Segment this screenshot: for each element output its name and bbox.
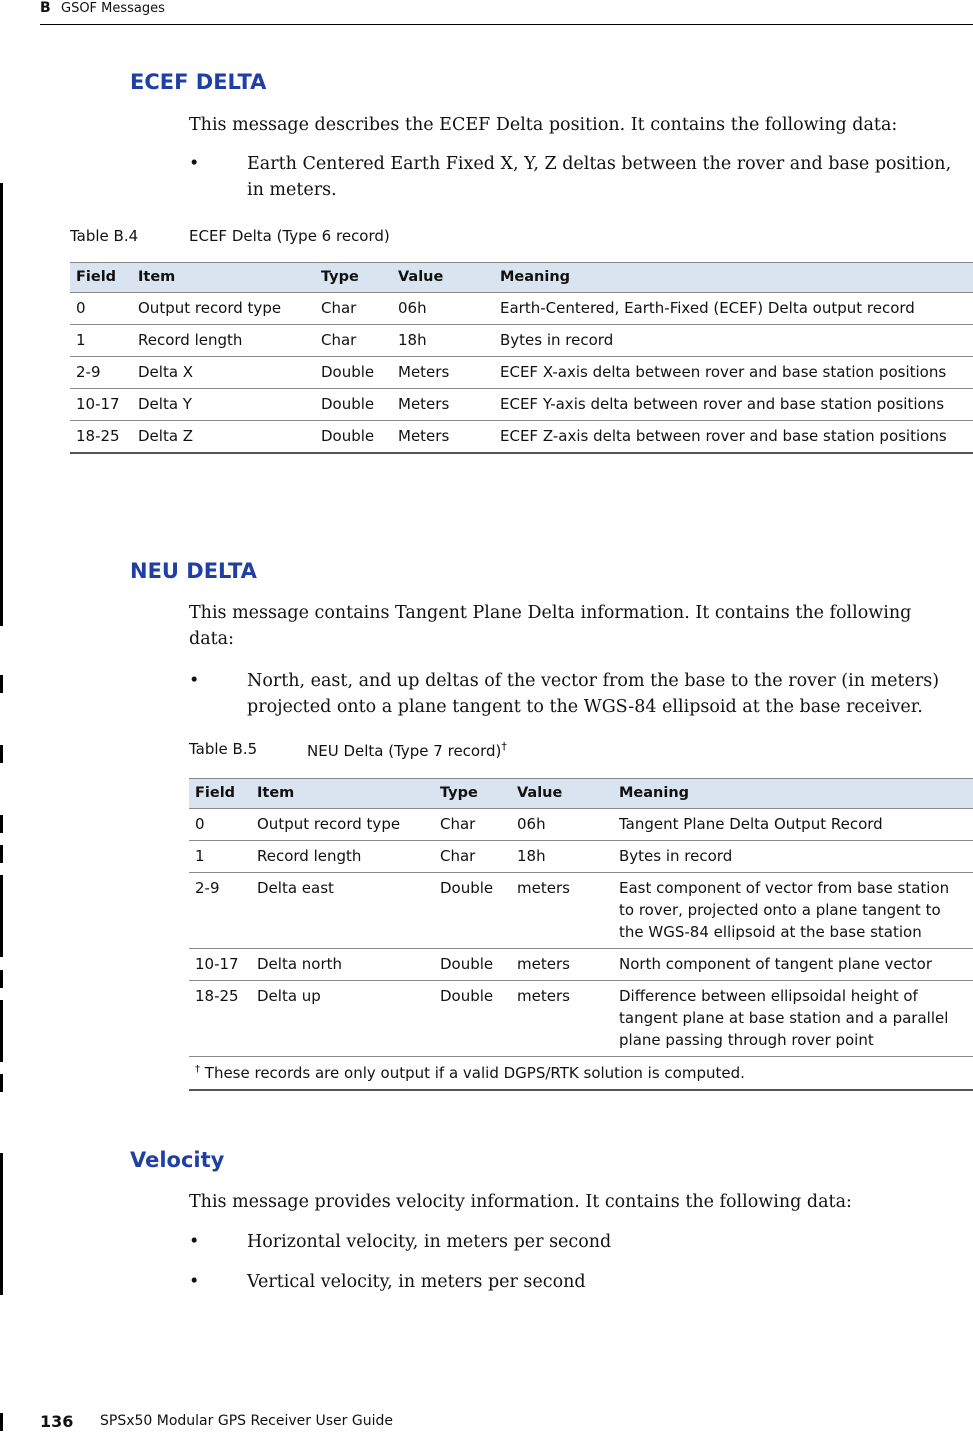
table-cell: ECEF Y-axis delta between rover and base station positions bbox=[494, 389, 973, 421]
table-footnote bbox=[189, 1057, 973, 1091]
list-item bbox=[189, 668, 969, 720]
change-bar bbox=[0, 1074, 3, 1092]
chapter-title: GSOF Messages bbox=[61, 1, 165, 16]
column-header: Type bbox=[315, 263, 392, 293]
table-cell: 0 bbox=[70, 293, 132, 325]
change-bar bbox=[0, 815, 3, 833]
section-heading-ecef-delta: ECEF DELTA bbox=[130, 70, 267, 94]
table-cell: Meters bbox=[392, 357, 494, 389]
table-row bbox=[189, 981, 973, 1057]
table-cell: Char bbox=[434, 809, 511, 841]
table-cell: Delta Y bbox=[132, 389, 315, 421]
table-footnote-row bbox=[189, 1057, 973, 1091]
table-cell: 2-9 bbox=[70, 357, 132, 389]
column-header: Value bbox=[511, 779, 613, 809]
table-cell: Record length bbox=[132, 325, 315, 357]
table-cell: Meters bbox=[392, 421, 494, 454]
table-header-row bbox=[189, 779, 973, 809]
footnote-mark: † bbox=[195, 1064, 200, 1075]
table-cell: Double bbox=[315, 357, 392, 389]
page-footer bbox=[40, 1408, 973, 1434]
table-cell: Delta X bbox=[132, 357, 315, 389]
table-cell: Delta east bbox=[251, 873, 434, 949]
table-title: NEU Delta (Type 7 record) bbox=[307, 742, 502, 760]
table-row bbox=[70, 357, 973, 389]
table-row bbox=[70, 325, 973, 357]
footer-title: SPSx50 Modular GPS Receiver User Guide bbox=[100, 1413, 393, 1429]
table-cell: 2-9 bbox=[189, 873, 251, 949]
table-cell: 0 bbox=[189, 809, 251, 841]
table-cell: Double bbox=[315, 389, 392, 421]
table-cell: North component of tangent plane vector bbox=[613, 949, 973, 981]
column-header: Item bbox=[251, 779, 434, 809]
table-caption bbox=[189, 740, 889, 762]
bullet-text: Vertical velocity, in meters per second bbox=[247, 1272, 586, 1292]
section-heading-velocity: Velocity bbox=[130, 1148, 225, 1172]
table-cell: meters bbox=[511, 949, 613, 981]
footnote-mark: † bbox=[501, 740, 507, 753]
change-bar bbox=[0, 845, 3, 863]
table-cell: Output record type bbox=[251, 809, 434, 841]
list-item bbox=[189, 151, 969, 203]
column-header: Type bbox=[434, 779, 511, 809]
bullet-text: Horizontal velocity, in meters per second bbox=[247, 1232, 612, 1252]
neu-intro-text: This message contains Tangent Plane Delta information. It contains the following data: bbox=[189, 603, 912, 649]
table-cell: Tangent Plane Delta Output Record bbox=[613, 809, 973, 841]
table-cell: Output record type bbox=[132, 293, 315, 325]
table-cell: 18h bbox=[511, 841, 613, 873]
change-bar bbox=[0, 875, 3, 957]
table-cell: Char bbox=[434, 841, 511, 873]
column-header: Field bbox=[70, 263, 132, 293]
change-bar bbox=[0, 970, 3, 988]
table-cell: East component of vector from base station to rover, projected onto a plane tangent to the WGS-84 ellipsoid at the base station bbox=[613, 873, 973, 949]
table-row bbox=[70, 389, 973, 421]
table-cell: 06h bbox=[511, 809, 613, 841]
table-cell: Double bbox=[434, 981, 511, 1057]
table-title-wrap bbox=[307, 740, 507, 760]
table-cell: 10-17 bbox=[70, 389, 132, 421]
table-cell: Double bbox=[434, 873, 511, 949]
table-cell: meters bbox=[511, 873, 613, 949]
table-cell: Earth-Centered, Earth-Fixed (ECEF) Delta output record bbox=[494, 293, 973, 325]
bullet-icon: • bbox=[189, 154, 200, 174]
neu-delta-table bbox=[189, 778, 973, 1091]
table-cell: Char bbox=[315, 325, 392, 357]
table-cell: Delta up bbox=[251, 981, 434, 1057]
page-number: 136 bbox=[40, 1412, 74, 1431]
change-bar bbox=[0, 1413, 3, 1431]
change-bar bbox=[0, 1153, 3, 1295]
table-row bbox=[189, 841, 973, 873]
ecef-intro-text: This message describes the ECEF Delta position. It contains the following data: bbox=[189, 115, 898, 135]
table-cell: 06h bbox=[392, 293, 494, 325]
table-row bbox=[189, 949, 973, 981]
table-cell: Delta Z bbox=[132, 421, 315, 454]
table-title: ECEF Delta (Type 6 record) bbox=[189, 227, 390, 245]
bullet-icon: • bbox=[189, 1272, 200, 1292]
table-cell: 18h bbox=[392, 325, 494, 357]
table-cell: ECEF Z-axis delta between rover and base station positions bbox=[494, 421, 973, 454]
change-bar bbox=[0, 675, 3, 693]
table-caption bbox=[70, 227, 950, 247]
table-number: Table B.5 bbox=[189, 740, 258, 758]
bullet-text: Earth Centered Earth Fixed X, Y, Z deltas between the rover and base position, in meters. bbox=[247, 154, 952, 200]
column-header: Field bbox=[189, 779, 251, 809]
table-cell: Record length bbox=[251, 841, 434, 873]
table-cell: Delta north bbox=[251, 949, 434, 981]
table-cell: Double bbox=[434, 949, 511, 981]
table-header-row bbox=[70, 263, 973, 293]
table-cell: meters bbox=[511, 981, 613, 1057]
table-cell: Meters bbox=[392, 389, 494, 421]
ecef-delta-table bbox=[70, 262, 973, 454]
bullet-icon: • bbox=[189, 1232, 200, 1252]
table-row bbox=[189, 809, 973, 841]
column-header: Meaning bbox=[494, 263, 973, 293]
table-cell: 10-17 bbox=[189, 949, 251, 981]
bullet-icon: • bbox=[189, 671, 200, 691]
bullet-text: North, east, and up deltas of the vector from the base to the rover (in meters) projected onto a plane tangent to the WGS-84 ellipsoid at the base receiver. bbox=[247, 671, 940, 717]
list-item bbox=[189, 1269, 969, 1295]
chapter-letter: B bbox=[40, 0, 51, 16]
change-bar bbox=[0, 745, 3, 763]
table-row bbox=[70, 293, 973, 325]
page-header bbox=[40, 0, 973, 25]
table-cell: ECEF X-axis delta between rover and base station positions bbox=[494, 357, 973, 389]
table-cell: Difference between ellipsoidal height of tangent plane at base station and a parallel plane passing through rover point bbox=[613, 981, 973, 1057]
column-header: Meaning bbox=[613, 779, 973, 809]
velocity-intro-text: This message provides velocity information. It contains the following data: bbox=[189, 1192, 852, 1212]
change-bar bbox=[0, 1000, 3, 1062]
table-cell: Bytes in record bbox=[494, 325, 973, 357]
table-cell: Bytes in record bbox=[613, 841, 973, 873]
section-heading-neu-delta: NEU DELTA bbox=[130, 559, 257, 583]
table-cell: Char bbox=[315, 293, 392, 325]
table-cell: Double bbox=[315, 421, 392, 454]
table-row bbox=[189, 873, 973, 949]
table-cell: 1 bbox=[189, 841, 251, 873]
footnote-text: These records are only output if a valid DGPS/RTK solution is computed. bbox=[204, 1064, 745, 1082]
column-header: Item bbox=[132, 263, 315, 293]
table-cell: 18-25 bbox=[70, 421, 132, 454]
table-row bbox=[70, 421, 973, 454]
table-cell: 1 bbox=[70, 325, 132, 357]
change-bar bbox=[0, 183, 3, 626]
list-item bbox=[189, 1229, 969, 1255]
column-header: Value bbox=[392, 263, 494, 293]
table-cell: 18-25 bbox=[189, 981, 251, 1057]
table-number: Table B.4 bbox=[70, 227, 139, 245]
